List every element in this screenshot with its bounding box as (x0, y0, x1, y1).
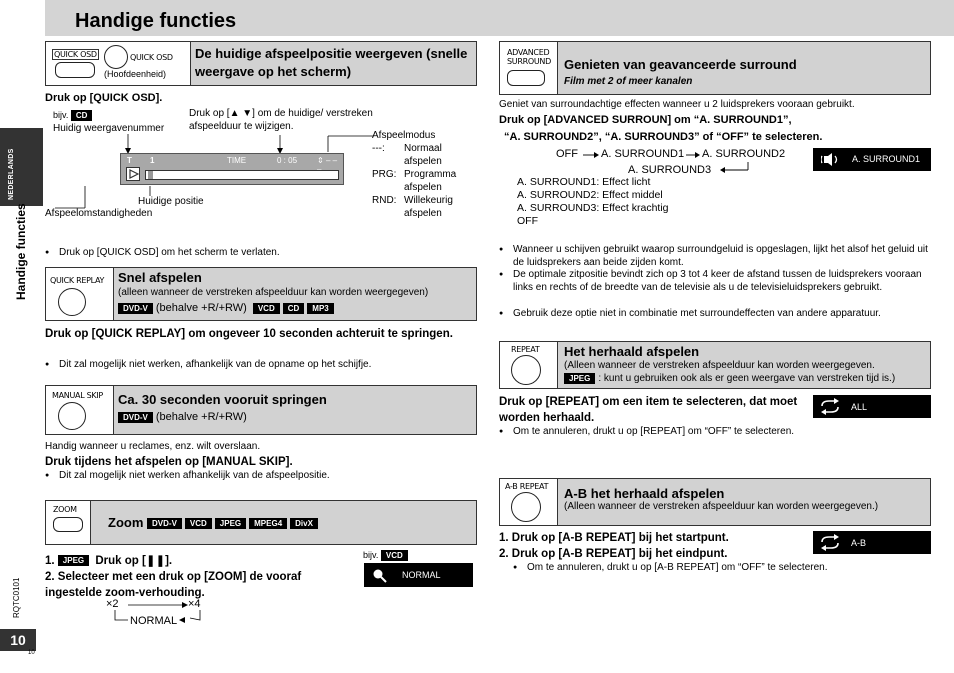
manual-skip-button[interactable] (58, 402, 86, 430)
dvdv-badge: DVD-V (118, 303, 153, 314)
mode-row: ---: Normaal afspelen (372, 143, 442, 167)
repeat-bullet: ● Om te annuleren, drukt u op [REPEAT] om “OFF” te selecteren. (499, 425, 919, 438)
zoom-step2: 2. Selecteer met een druk op [ZOOM] de vooraf ingestelde zoom-verhouding. (45, 571, 302, 599)
osd-display (120, 153, 344, 185)
manual-skip-bullet: ● Dit zal mogelijk niet werken afhankelijk van de afspeelpositie. (45, 469, 465, 482)
ab-repeat-bullet: ● Om te annuleren, drukt u op [A-B REPEAT] om “OFF” te selecteren. (513, 561, 923, 574)
cd-badge: CD (71, 110, 93, 121)
surround-intro: Geniet van surroundachtige effecten wanneer u 2 luidsprekers vooraan gebruikt. (499, 99, 855, 110)
effect-item: OFF (517, 215, 538, 227)
quick-osd-dial[interactable] (104, 45, 128, 69)
current-position-label: Huidige positie (138, 196, 204, 207)
quick-osd-title: De huidige afspeelpositie weergeven (snelle weergave op het scherm) (195, 46, 468, 79)
vcd-badge: VCD (381, 550, 408, 561)
surround-display (813, 148, 931, 171)
ab-repeat-display-text: A-B (851, 538, 867, 548)
surround-button[interactable] (507, 70, 545, 86)
seq-s3: A. SURROUND3 (628, 164, 712, 176)
current-track-label: Huidig weergavenummer (53, 123, 165, 134)
cd-badge: CD (283, 303, 305, 314)
manual-skip-instruction: Druk tijdens het afspelen op [MANUAL SKIP]. (45, 456, 293, 468)
arrow-instruction: Druk op [▲ ▼] om de huidige/ verstreken afspeelduur te wijzigen. (189, 108, 373, 132)
ab-repeat-step1: 1. Druk op [A-B REPEAT] bij het startpunt. (499, 532, 729, 544)
osd-time-value: 0 : 05 (277, 156, 298, 165)
zoom-step1: 1. JPEG Druk op [❚❚]. (45, 555, 173, 567)
repeat-key-label: REPEAT (511, 345, 540, 354)
mpeg4-badge: MPEG4 (249, 518, 287, 529)
ab-repeat-display (813, 531, 931, 554)
jpeg-badge: JPEG (58, 555, 89, 566)
repeat-subtitle: (Alleen wanneer de verstreken afspeelduur kan worden weergegeven. (564, 360, 875, 371)
surround-display-text: A. SURROUND1 (852, 154, 921, 164)
page-title: Handige functies (75, 10, 237, 32)
effect-item: A. SURROUND1: Effect licht (517, 176, 651, 188)
vcd-badge: VCD (185, 518, 212, 529)
divx-badge: DivX (290, 518, 318, 529)
osd-mode-value: ⇕ – – (317, 156, 338, 165)
side-tab-label: NEDERLANDS (8, 148, 15, 200)
zoom-x2: ×2 (106, 598, 119, 610)
surround-effects (517, 176, 669, 228)
zoom-display (364, 563, 473, 587)
repeat-display (813, 395, 931, 418)
quick-osd-key-label: QUICK OSD (54, 50, 97, 59)
surround-subtitle: Film met 2 of meer kanalen (564, 76, 693, 87)
zoom-title: Zoom (108, 515, 144, 530)
dvdv-badge: DVD-V (147, 518, 182, 529)
quick-osd-button[interactable] (55, 62, 95, 78)
page-header (45, 0, 954, 36)
effect-item: A. SURROUND3: Effect krachtig (517, 202, 669, 214)
ab-repeat-subtitle: (Alleen wanneer de verstreken afspeelduur kan worden weergegeven.) (564, 501, 879, 512)
mode-title: Afspeelmodus (372, 130, 436, 141)
surround-key-label-1: ADVANCED (507, 48, 550, 57)
ab-repeat-key-label: A-B REPEAT (505, 482, 549, 491)
mode-row: PRG: Programma afspelen (372, 169, 457, 193)
zoom-cycle-arrows (110, 598, 210, 626)
remote-note: (Hoofdeenheid) (104, 69, 167, 79)
manual-skip-key-label: MANUAL SKIP (52, 391, 103, 400)
ab-repeat-step2: 2. Druk op [A-B REPEAT] bij het eindpunt. (499, 548, 728, 560)
osd-track-number: 1 (150, 156, 155, 165)
surround-instruction-1: Druk op [ADVANCED SURROUN] om “A. SURROUND1”, (499, 114, 792, 126)
repeat-instruction: Druk op [REPEAT] om een item te selecteren, dat moet worden herhaald. (499, 396, 798, 424)
seq-s1: A. SURROUND1 (601, 148, 685, 160)
surround-cycle-arrows (580, 148, 780, 178)
quick-osd-instruction: Druk op [QUICK OSD]. (45, 92, 163, 104)
position-bar (145, 170, 339, 180)
example-prefix: bijv. CD (53, 109, 95, 122)
zoom-title-row (108, 515, 321, 530)
manual-skip-info: Handig wanneer u reclames, enz. wilt overslaan. (45, 441, 261, 452)
speaker-icon (821, 152, 843, 167)
surround-key-label-2: SURROUND (507, 57, 551, 66)
zoom-x4: ×4 (188, 598, 201, 610)
manual-skip-title: Ca. 30 seconden vooruit springen (118, 392, 327, 407)
playback-status-label: Afspeelomstandigheden (45, 208, 153, 219)
play-icon (126, 167, 140, 181)
mode-list (372, 142, 472, 220)
repeat-display-text: ALL (851, 402, 868, 412)
page-number: 10 (0, 629, 36, 651)
osd-track-t: T (127, 156, 132, 165)
repeat-icon (819, 398, 841, 415)
surround-bullet: ● Gebruik deze optie niet in combinatie met surroundeffecten van andere apparatuur. (499, 307, 931, 320)
surround-instruction-2: “A. SURROUND2”, “A. SURROUND3” of “OFF” te selecteren. (504, 131, 823, 143)
quick-replay-title: Snel afspelen (118, 270, 202, 285)
position-marker (148, 171, 153, 179)
surround-title: Genieten van geavanceerde surround (564, 57, 797, 72)
mp3-badge: MP3 (307, 303, 333, 314)
zoom-normal: NORMAL (130, 615, 178, 627)
ab-repeat-button[interactable] (511, 492, 541, 522)
quick-replay-instruction: Druk op [QUICK REPLAY] om ongeveer 10 seconden achteruit te springen. (45, 328, 453, 340)
repeat-button[interactable] (511, 355, 541, 385)
quick-replay-button[interactable] (58, 288, 86, 316)
zoom-key-label: ZOOM (53, 505, 77, 514)
jpeg-badge: JPEG (564, 373, 595, 384)
quick-osd-key-label-2: QUICK OSD (130, 53, 173, 62)
effect-item: A. SURROUND2: Effect middel (517, 189, 663, 201)
vcd-badge: VCD (253, 303, 280, 314)
doc-code: RQTC0101 (12, 577, 21, 618)
zoom-display-text: NORMAL (402, 570, 441, 580)
magnifier-icon (372, 568, 388, 584)
page-number-small: 10 (28, 650, 35, 656)
mode-row: RND: Willekeurig afspelen (372, 195, 453, 219)
surround-bullet: ● Wanneer u schijven gebruikt waarop surroundgeluid is opgeslagen, lijkt het alsof het geluid uit de luidsprekers aan beide zijden komt. (499, 243, 931, 269)
manual-skip-formats: DVD-V (behalve +R/+RW) (118, 411, 247, 423)
zoom-button[interactable] (53, 517, 83, 532)
seq-s2: A. SURROUND2 (702, 148, 786, 160)
seq-off: OFF (556, 148, 578, 160)
quick-replay-formats: DVD-V (behalve +R/+RW) VCD CD MP3 (118, 302, 337, 314)
quick-replay-bullet: ● Dit zal mogelijk niet werken, afhankelijk van de opname op het schijfje. (45, 358, 465, 371)
surround-bullet: ● De optimale zitpositie bevindt zich op 3 tot 4 keer de afstand tussen de luidsprekers vooraan links en rechts of de breedte van de televisie als u de televisieluidsprekers gebruikt. (499, 268, 931, 294)
dvdv-badge: DVD-V (118, 412, 153, 423)
quick-replay-key-label: QUICK REPLAY (50, 276, 105, 285)
side-title: Handige functies (14, 203, 28, 300)
osd-time-label: TIME (227, 156, 247, 165)
quick-replay-subtitle: (alleen wanneer de verstreken afspeelduur kan worden weergegeven) (118, 287, 429, 298)
ab-repeat-title: A-B het herhaald afspelen (564, 486, 725, 501)
repeat-jpeg-note: JPEG : kunt u gebruiken ook als er geen weergave van verstreken tijd is.) (564, 373, 895, 384)
zoom-example: bijv. VCD (363, 549, 411, 562)
quick-osd-bullet: ● Druk op [QUICK OSD] om het scherm te verlaten. (45, 246, 465, 259)
repeat-title: Het herhaald afspelen (564, 344, 700, 359)
repeat-icon (819, 534, 841, 551)
jpeg-badge: JPEG (215, 518, 246, 529)
